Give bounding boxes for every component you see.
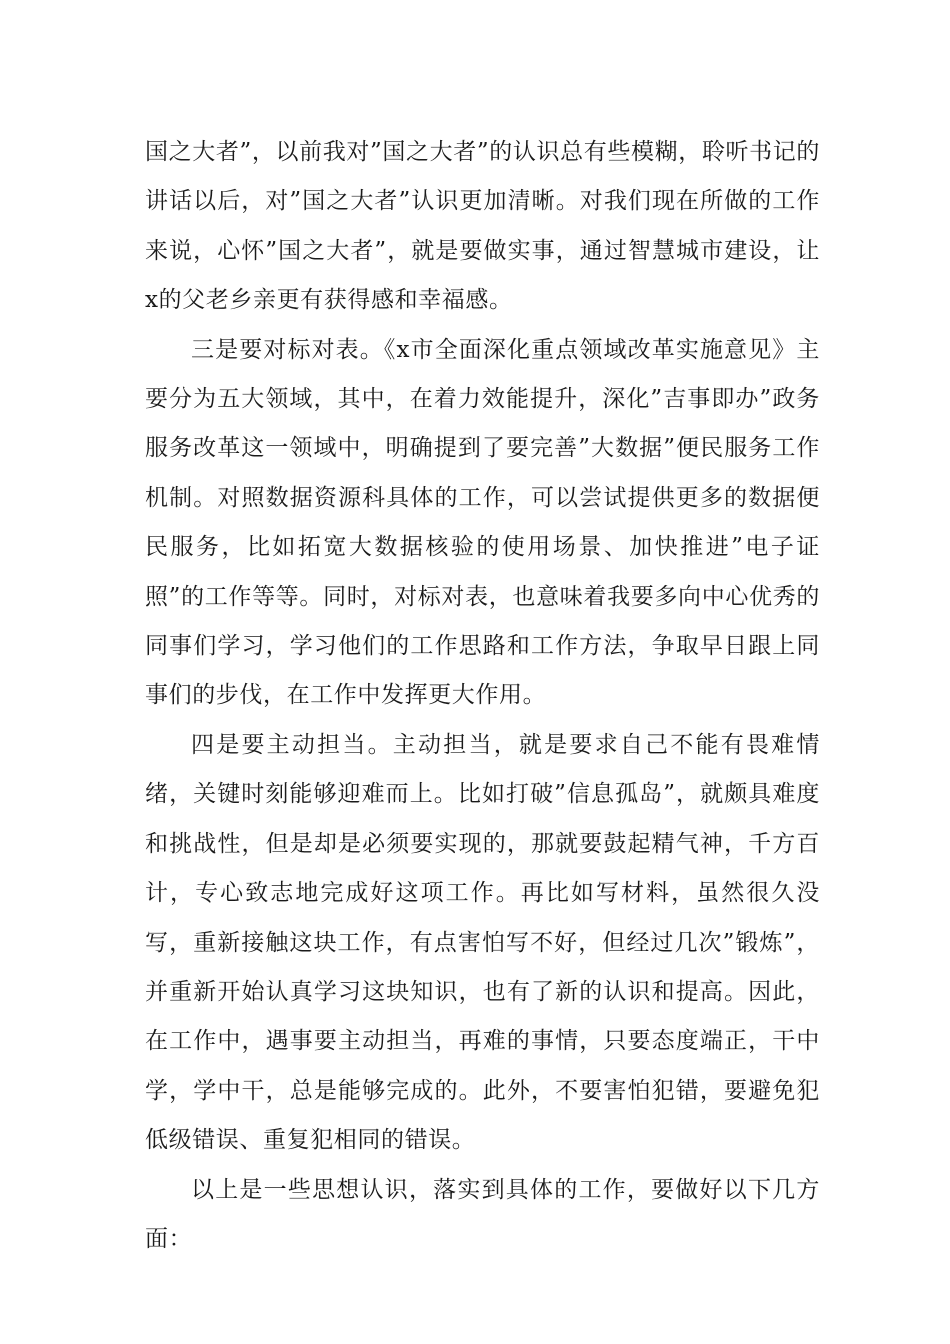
paragraph-point-three: 三是要对标对表。《x市全面深化重点领域改革实施意见》主要分为五大领域，其中，在着力效能提升，深化”吉事即办”政务服务改革这一领域中，明确提到了要完善”大数据”便民服务工作机制。对照数据资源科具体的工作，可以尝试提供更多的数据便民服务，比如拓宽大数据核验的使用场景、加快推进”电子证照”的工作等等。同时，对标对表，也意味着我要多向中心优秀的同事们学习，学习他们的工作思路和工作方法，争取早日跟上同事们的步伐，在工作中发挥更大作用。 <box>145 336 820 709</box>
document-body <box>145 128 820 1264</box>
paragraph-summary: 以上是一些思想认识，落实到具体的工作，要做好以下几方面： <box>145 1176 820 1252</box>
paragraph-continuation: 国之大者”，以前我对”国之大者”的认识总有些模糊，聆听书记的讲话以后，对”国之大者”认识更加清晰。对我们现在所做的工作来说，心怀”国之大者”，就是要做实事，通过智慧城市建设，让x的父老乡亲更有获得感和幸福感。 <box>145 139 820 314</box>
paragraph-point-four: 四是要主动担当。主动担当，就是要求自己不能有畏难情绪，关键时刻能够迎难而上。比如打破”信息孤岛”，就颇具难度和挑战性，但是却是必须要实现的，那就要鼓起精气神，千方百计，专心致志地完成好这项工作。再比如写材料，虽然很久没写，重新接触这块工作，有点害怕写不好，但经过几次”锻炼”，并重新开始认真学习这块知识，也有了新的认识和提高。因此，在工作中，遇事要主动担当，再难的事情，只要态度端正，干中学，学中干，总是能够完成的。此外，不要害怕犯错，要避免犯低级错误、重复犯相同的错误。 <box>145 731 820 1154</box>
